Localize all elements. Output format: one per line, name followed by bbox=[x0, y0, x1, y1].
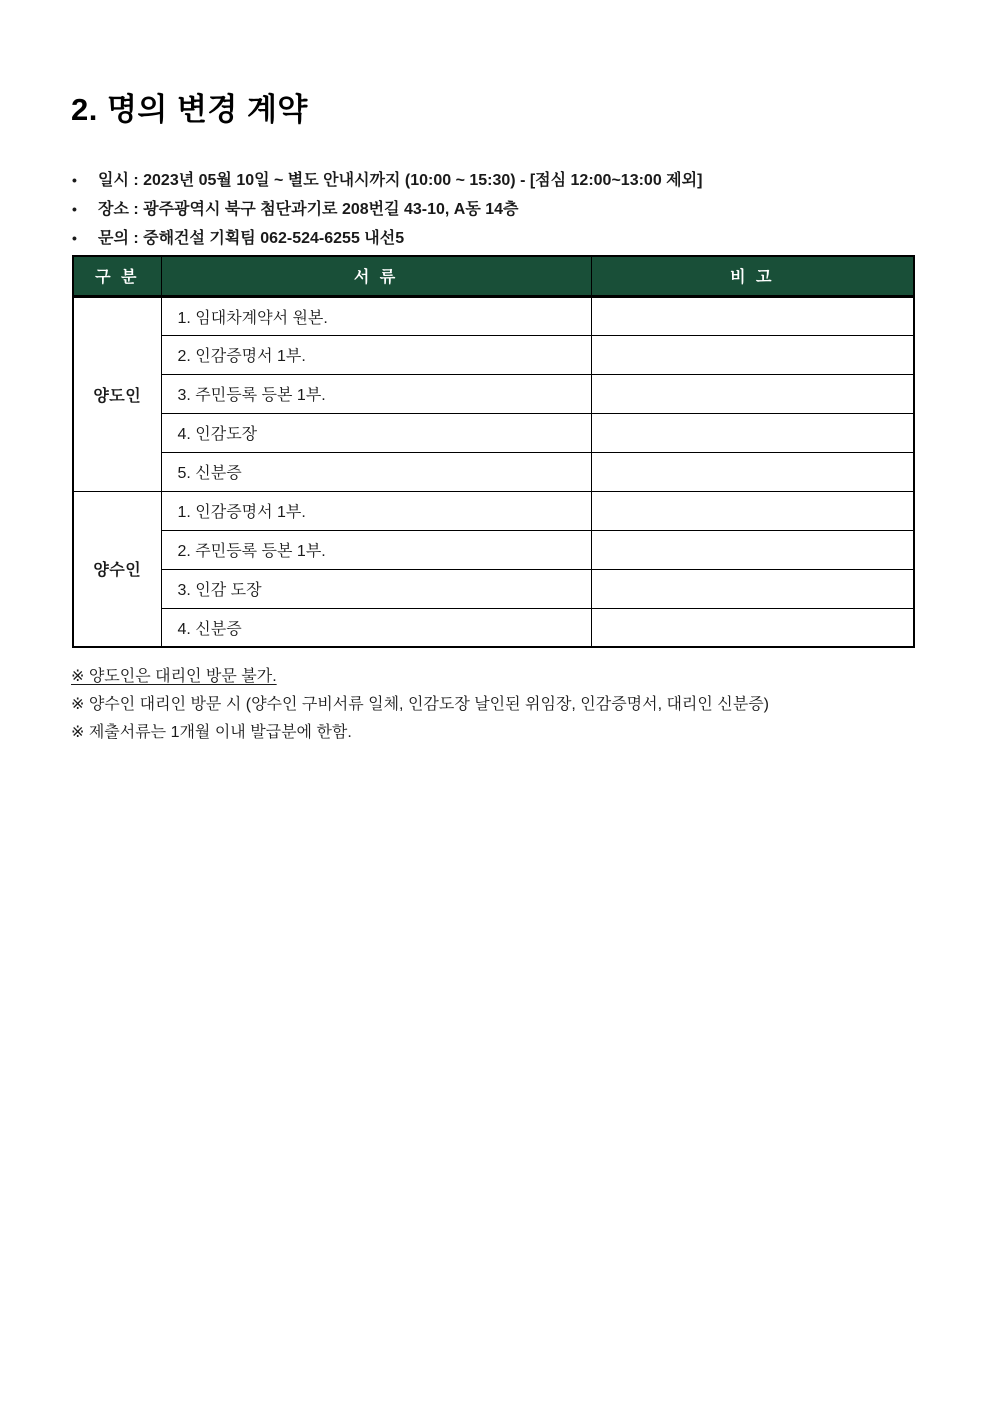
notes bbox=[71, 663, 769, 747]
remark-cell bbox=[591, 374, 914, 413]
remark-cell bbox=[591, 296, 914, 335]
document-cell: 4. 인감도장 bbox=[161, 413, 591, 452]
table-row bbox=[73, 530, 914, 569]
table-row bbox=[73, 452, 914, 491]
remark-cell bbox=[591, 569, 914, 608]
info-list bbox=[72, 166, 702, 253]
document-cell: 4. 신분증 bbox=[161, 608, 591, 647]
col-header-documents: 서 류 bbox=[161, 256, 591, 296]
bullet-icon: • bbox=[72, 172, 77, 188]
remark-cell bbox=[591, 452, 914, 491]
remark-cell bbox=[591, 530, 914, 569]
document-cell: 1. 인감증명서 1부. bbox=[161, 491, 591, 530]
remark-cell bbox=[591, 608, 914, 647]
remark-cell bbox=[591, 335, 914, 374]
table-row bbox=[73, 608, 914, 647]
document-cell: 1. 임대차계약서 원본. bbox=[161, 296, 591, 335]
table-row bbox=[73, 413, 914, 452]
document-cell: 2. 인감증명서 1부. bbox=[161, 335, 591, 374]
document-cell: 3. 주민등록 등본 1부. bbox=[161, 374, 591, 413]
info-line-datetime bbox=[72, 166, 702, 195]
table-row bbox=[73, 569, 914, 608]
remark-cell bbox=[591, 491, 914, 530]
info-line-contact-text: 문의 : 중해건설 기획팀 062-524-6255 내선5 bbox=[98, 230, 405, 247]
info-line-location-text: 장소 : 광주광역시 북구 첨단과기로 208번길 43-10, A동 14층 bbox=[98, 201, 519, 218]
requirements-table bbox=[72, 255, 915, 648]
document-cell: 3. 인감 도장 bbox=[161, 569, 591, 608]
info-line-location bbox=[72, 195, 702, 224]
remark-cell bbox=[591, 413, 914, 452]
col-header-category: 구 분 bbox=[73, 256, 161, 296]
group-cell-transferor: 양도인 bbox=[73, 296, 161, 491]
info-line-datetime-text: 일시 : 2023년 05월 10일 ~ 별도 안내시까지 (10:00 ~ 15:30) - [점심 12:00~13:00 제외] bbox=[98, 172, 703, 189]
document-cell: 2. 주민등록 등본 1부. bbox=[161, 530, 591, 569]
group-cell-transferee: 양수인 bbox=[73, 491, 161, 647]
bullet-icon: • bbox=[72, 230, 77, 246]
info-line-contact bbox=[72, 224, 702, 253]
page-title: 2. 명의 변경 계약 bbox=[71, 92, 308, 127]
note-line-no-proxy: ※ 양도인은 대리인 방문 불가. bbox=[71, 668, 277, 685]
table-row bbox=[73, 491, 914, 530]
note-line-issue-period: ※ 제출서류는 1개월 이내 발급분에 한함. bbox=[71, 724, 352, 741]
table-row bbox=[73, 374, 914, 413]
table-row bbox=[73, 296, 914, 335]
bullet-icon: • bbox=[72, 201, 77, 217]
table-header-row bbox=[73, 256, 914, 296]
table-row bbox=[73, 335, 914, 374]
document-cell: 5. 신분증 bbox=[161, 452, 591, 491]
note-line-proxy-requirements: ※ 양수인 대리인 방문 시 (양수인 구비서류 일체, 인감도장 날인된 위임장, 인감증명서, 대리인 신분증) bbox=[71, 696, 769, 713]
col-header-remarks: 비 고 bbox=[591, 256, 914, 296]
